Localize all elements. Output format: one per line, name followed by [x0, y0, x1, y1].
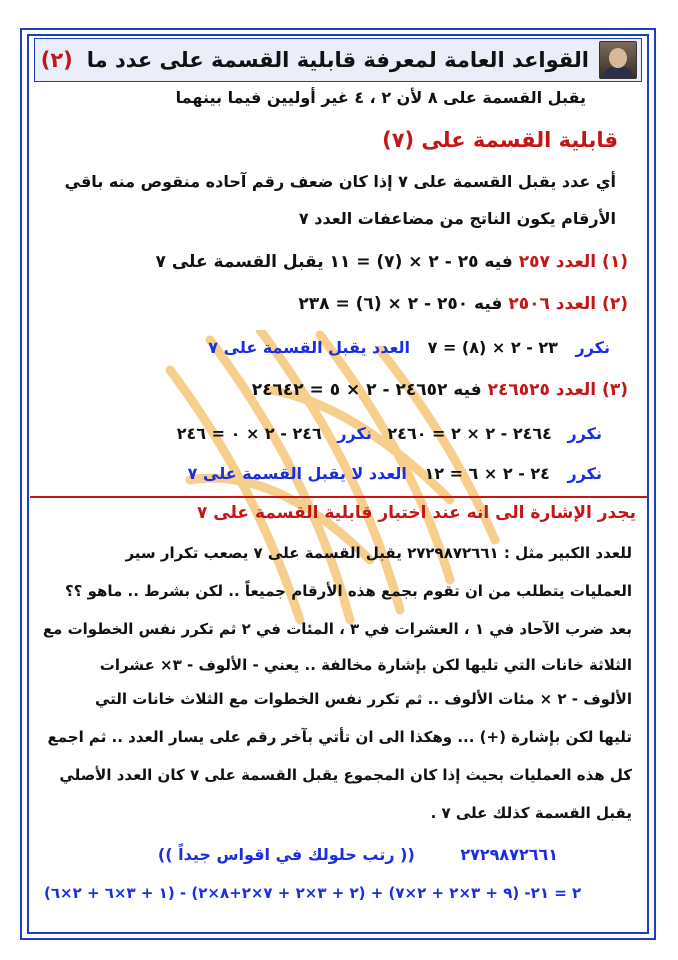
example-3-repeat-1 — [167, 424, 602, 443]
repeat-label: نكرر — [575, 338, 610, 357]
example-2-repeat — [208, 338, 610, 357]
rule-line-1: أي عدد يقبل القسمة على ٧ إذا كان ضعف رقم آحاده منقوص منه باقي — [64, 172, 616, 191]
repeat-body: ٢٣ - ٢ × (٨) = ٧ — [427, 338, 558, 357]
page-number: (٢) — [40, 48, 73, 72]
bottom-formula: (١ + ٣×٦ + ٢×٦) - (٢ + ٣×٢ + ٧×٢+٨×٢) + (٩ + ٣×٢ + ٢×٧) -٢ = ٢١ — [44, 884, 582, 902]
example-1-body: فيه ٢٥ - ٢ × (٧) = ١١ يقبل القسمة على ٧ — [155, 252, 513, 272]
repeat-body: ٢٤ - ٢ × ٦ = ١٢ — [424, 464, 550, 483]
repeat-label: نكرر — [567, 464, 602, 483]
paragraph-line-5: الألوف - ٢ × مئات الألوف .. ثم تكرر نفس الخطوات مع الثلاث خانات التي — [94, 690, 632, 708]
paragraph-line-2: العمليات يتطلب من ان تقوم بجمع هذه الأرقام جميعاً .. لكن بشرط .. ماهو ؟؟ — [64, 582, 632, 600]
section-divider — [30, 496, 648, 498]
repeat-label: نكرر — [337, 424, 372, 443]
bottom-example — [158, 845, 558, 864]
example-2 — [298, 294, 628, 314]
repeat-body: ٢٤٦٤ - ٢ × ٢ = ٢٤٦٠ — [387, 424, 552, 443]
section-title-div7: قابلية القسمة على (٧) — [382, 128, 618, 152]
example-1-label: (١) العدد ٢٥٧ — [518, 252, 628, 272]
example-3-repeat-2 — [188, 464, 602, 483]
example-2-body: فيه ٢٥٠ - ٢ × (٦) = ٢٣٨ — [298, 294, 503, 314]
repeat-result: العدد يقبل القسمة على ٧ — [208, 338, 411, 357]
example-3-label: (٣) العدد ٢٤٦٥٢٥ — [487, 380, 628, 400]
paragraph-line-4: الثلاثة خانات التي تليها لكن بإشارة مخالفة .. يعني - الألوف - ٣× عشرات — [99, 656, 632, 674]
example-1 — [156, 252, 628, 272]
header-bar — [34, 38, 642, 82]
repeat-result: العدد لا يقبل القسمة على ٧ — [187, 464, 407, 483]
paragraph-line-3: بعد ضرب الآحاد في ١ ، العشرات في ٣ ، المئات في ٢ ثم تكرر نفس الخطوات مع — [42, 620, 632, 638]
page-title: القواعد العامة لمعرفة قابلية القسمة على عدد ما — [86, 48, 589, 72]
intro-line: يقبل القسمة على ٨ لأن ٢ ، ٤ غير أوليين فيما بينهما — [175, 88, 586, 107]
rule-line-2: الأرقام يكون الناتج من مضاعفات العدد ٧ — [298, 209, 616, 228]
example-3-body: فيه ٢٤٦٥٢ - ٢ × ٥ = ٢٤٦٤٢ — [251, 380, 482, 400]
note-title: يجدر الإشارة الى انه عند اختبار قابلية القسمة على ٧ — [196, 503, 636, 523]
bottom-number: ٢٧٢٩٨٧٢٦٦١ — [460, 845, 558, 864]
paragraph-line-8: يقبل القسمة كذلك على ٧ . — [430, 804, 632, 822]
example-3 — [252, 380, 628, 400]
repeat-body: ٢٤٦ - ٢ × ٠ = ٢٤٦ — [176, 424, 322, 443]
repeat-label: نكرر — [567, 424, 602, 443]
paragraph-line-1: للعدد الكبير مثل : ٢٧٢٩٨٧٢٦٦١ يقبل القسمة على ٧ يصعب تكرار سير — [125, 544, 632, 562]
paragraph-line-6: تليها لكن بإشارة (+) ... وهكذا الى ان تأتي بآخر رقم على يسار العدد .. ثم اجمع — [47, 728, 632, 746]
paragraph-line-7: كل هذه العمليات بحيث إذا كان المجموع يقبل القسمة على ٧ كان العدد الأصلي — [59, 766, 632, 784]
page-frame-inner — [27, 34, 649, 934]
author-photo — [599, 41, 637, 79]
example-2-label: (٢) العدد ٢٥٠٦ — [508, 294, 628, 314]
bottom-hint: (( رتب حلولك في اقواس جيداً )) — [157, 845, 415, 864]
